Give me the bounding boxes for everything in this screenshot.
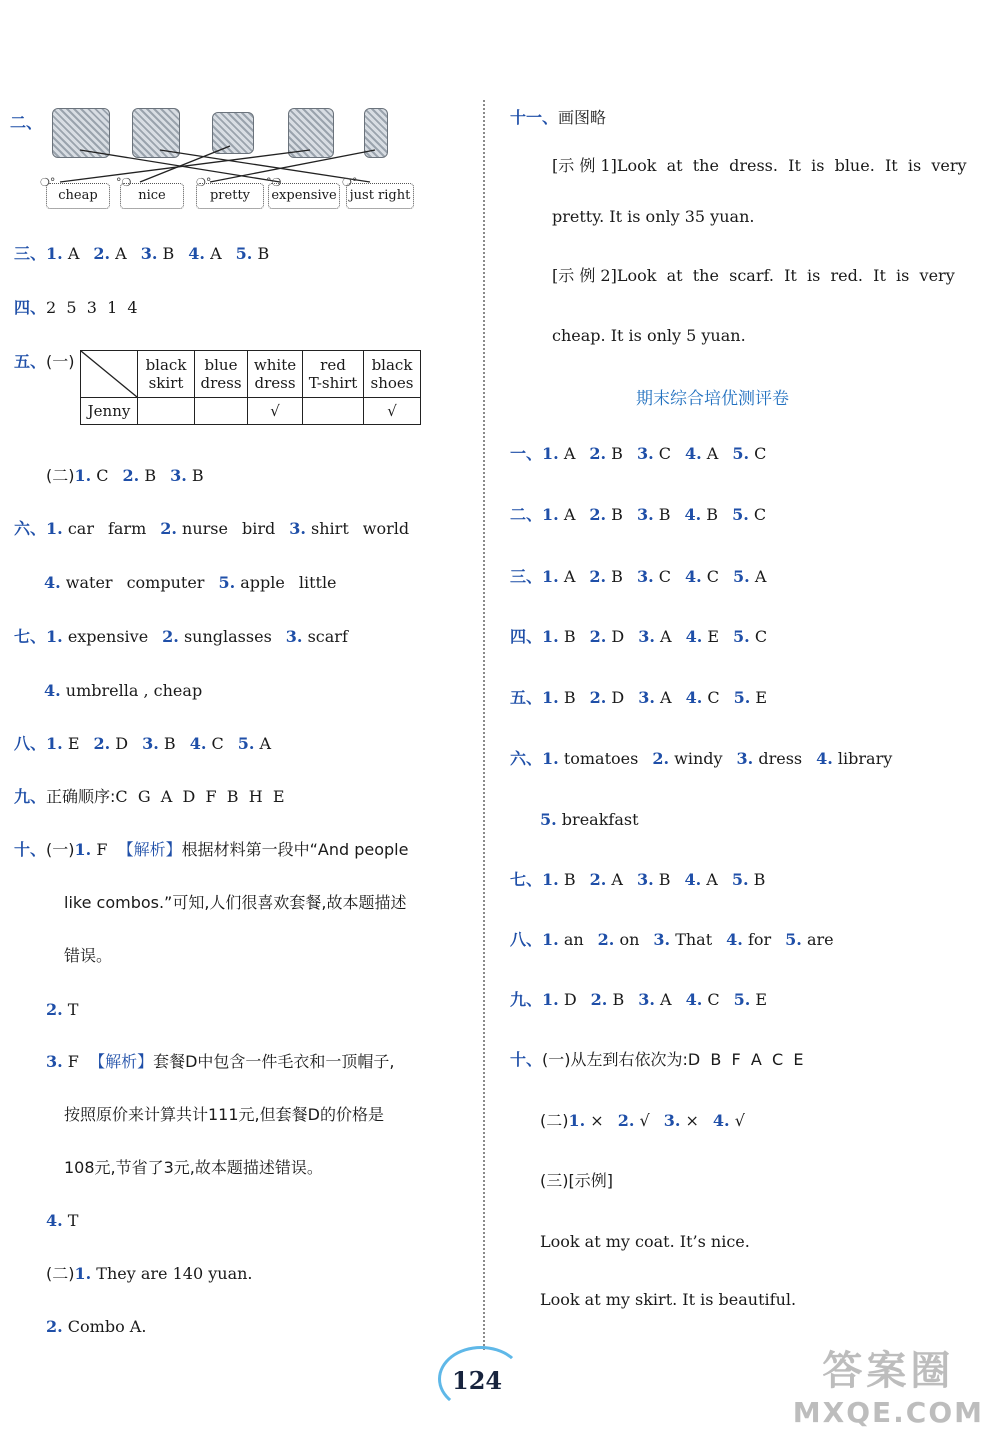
section-6-line-2: 4. water computer 5. apple little — [44, 573, 337, 592]
table-header: blue dress — [195, 351, 248, 398]
section-10-part-2-q2: 2. Combo A. — [46, 1317, 147, 1336]
bubble-icon: ❍° — [40, 176, 56, 189]
section-9: 九、正确顺序:C G A D F B H E — [14, 787, 285, 806]
right-section-10-part-3: (三)[示例] — [540, 1171, 613, 1190]
table-cell: √ — [248, 398, 303, 425]
bubble-icon: ❍° — [196, 176, 212, 189]
table-cell — [303, 398, 364, 425]
table-header: white dress — [248, 351, 303, 398]
exam-title: 期末综合培优测评卷 — [636, 389, 789, 409]
section-3: 三、1. A 2. A 3. B 4. A 5. B — [14, 244, 270, 263]
bubble-icon: °❍ — [116, 176, 132, 189]
section-10-q1-line-1: 十、(一)1. F 【解析】根据材料第一段中“And people — [14, 840, 409, 859]
section-10-q3-line-1: 3. F 【解析】套餐D中包含一件毛衣和一顶帽子, — [46, 1052, 395, 1071]
table-corner-cell — [81, 351, 138, 398]
table-header: black skirt — [138, 351, 195, 398]
example-2-line-2: cheap. It is only 5 yuan. — [552, 326, 746, 345]
section-4: 四、2 5 3 1 4 — [14, 298, 138, 317]
right-section-8: 八、1. an 2. on 3. That 4. for 5. are — [510, 930, 834, 949]
section-7-line-1: 七、1. expensive 2. sunglasses 3. scarf — [14, 627, 348, 646]
right-section-10-line-1: Look at my coat. It’s nice. — [540, 1232, 750, 1251]
right-section-3: 三、1. A 2. B 3. C 4. C 5. A — [510, 567, 767, 586]
table-cell: √ — [364, 398, 421, 425]
answer-table — [80, 350, 421, 425]
diagonal-line — [81, 351, 137, 397]
bubble-icon: ❍° — [342, 176, 358, 189]
table-header: black shoes — [364, 351, 421, 398]
section-10-q4: 4. T — [46, 1211, 79, 1230]
right-section-9: 九、1. D 2. B 3. A 4. C 5. E — [510, 990, 768, 1009]
section-10-q1-line-3: 错误。 — [64, 946, 113, 965]
table-cell — [138, 398, 195, 425]
right-section-4: 四、1. B 2. D 3. A 4. E 5. C — [510, 627, 768, 646]
option-pretty: pretty — [196, 183, 264, 209]
option-just-right: just right — [346, 183, 414, 209]
right-section-10-part-2: (二)1. × 2. √ 3. × 4. √ — [540, 1111, 745, 1130]
option-expensive: expensive — [268, 183, 340, 209]
option-cheap: cheap — [46, 183, 110, 209]
watermark-bottom: MXQE.COM — [792, 1396, 984, 1429]
table-row-label: Jenny — [81, 398, 138, 425]
section-6-line-1: 六、1. car farm 2. nurse bird 3. shirt world — [14, 519, 410, 538]
option-nice: nice — [120, 183, 184, 209]
watermark — [793, 1339, 984, 1429]
section-10-q2: 2. T — [46, 1000, 79, 1019]
table-header: red T-shirt — [303, 351, 364, 398]
section-5-header: 五、(一) — [14, 352, 75, 371]
example-1-line-1: [示 例 1]Look at the dress. It is blue. It is very — [552, 156, 967, 175]
table-cell — [195, 398, 248, 425]
right-section-10-line-2: Look at my skirt. It is beautiful. — [540, 1290, 797, 1309]
right-section-7: 七、1. B 2. A 3. B 4. A 5. B — [510, 870, 766, 889]
bubble-icon: °❍ — [266, 176, 282, 189]
section-11-header: 十一、画图略 — [510, 108, 607, 127]
column-divider — [483, 100, 485, 1350]
example-1-line-2: pretty. It is only 35 yuan. — [552, 207, 755, 226]
section-10-q3-line-3: 108元,节省了3元,故本题描述错误。 — [64, 1158, 323, 1177]
section-8: 八、1. E 2. D 3. B 4. C 5. A — [14, 734, 272, 753]
example-2-line-1: [示 例 2]Look at the scarf. It is red. It is very — [552, 266, 955, 285]
right-section-2: 二、1. A 2. B 3. B 4. B 5. C — [510, 505, 767, 524]
right-section-6-line-2: 5. breakfast — [540, 810, 639, 829]
right-section-10-part-1: 十、(一)从左到右依次为:D B F A C E — [510, 1050, 804, 1069]
section-7-line-2: 4. umbrella , cheap — [44, 681, 203, 700]
right-section-1: 一、1. A 2. B 3. C 4. A 5. C — [510, 444, 767, 463]
watermark-top: 答案圈 — [822, 1348, 955, 1394]
section-10-part-2-q1: (二)1. They are 140 yuan. — [46, 1264, 253, 1283]
section-2-number: 二、 — [10, 113, 43, 132]
matching-lines — [40, 140, 420, 185]
section-5-part-2: (二)1. C 2. B 3. B — [46, 466, 204, 485]
right-section-6-line-1: 六、1. tomatoes 2. windy 3. dress 4. library — [510, 749, 893, 768]
section-10-q1-line-2: like combos.”可知,人们很喜欢套餐,故本题描述 — [64, 893, 407, 912]
section-10-q3-line-2: 按照原价来计算共计111元,但套餐D的价格是 — [64, 1105, 384, 1124]
right-section-5: 五、1. B 2. D 3. A 4. C 5. E — [510, 688, 768, 707]
page-number: 124 — [452, 1366, 503, 1395]
